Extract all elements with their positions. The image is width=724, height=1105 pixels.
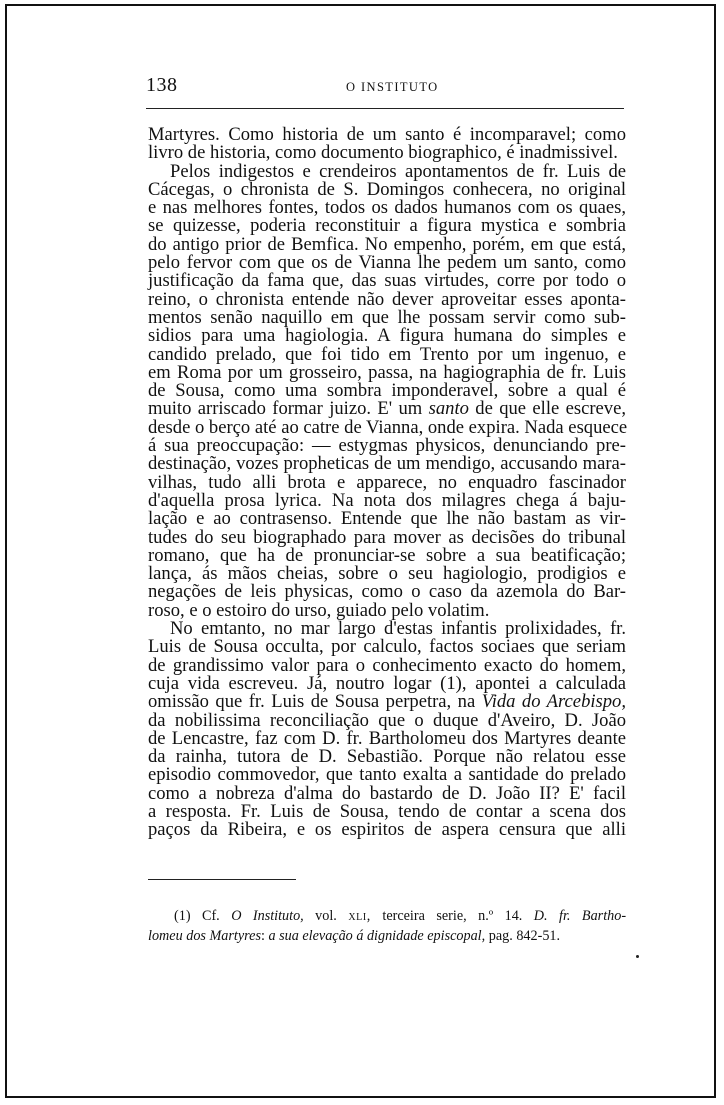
- text-line: como a nobreza d'alma do bastardo de D. João II? E' facil: [148, 782, 626, 804]
- text-line: de grandissimo valor para o conhecimento exacto do homem,: [148, 654, 626, 676]
- body-text: [148, 126, 626, 840]
- footnote-article-title: a sua elevação á dignidade episcopal,: [268, 928, 486, 944]
- text-line: paços da Ribeira, e os espiritos de aspera censura que alli: [148, 819, 626, 841]
- text-segment: muito arriscado formar juizo. E' um: [148, 398, 423, 420]
- footnote-author-end: lomeu dos Martyres: [148, 928, 261, 944]
- text-line: livro de historia, como documento biographico, é inadmissivel.: [148, 142, 618, 164]
- text-line: sidios para uma hagiologia. A figura humana do simples e: [148, 325, 626, 347]
- text-line: reino, o chronista entende não dever aproveitar esses aponta-: [148, 288, 626, 310]
- running-head: O INSTITUTO: [346, 80, 439, 94]
- print-speck: [636, 955, 639, 958]
- text-line-with-emphasis: [148, 400, 626, 418]
- text-line: vilhas, tudo alli brota e apparece, no enquadro fascinador: [148, 471, 626, 493]
- text-line: em Roma por um grosseiro, passa, na hagiographia de fr. Luis: [148, 361, 626, 383]
- footnote-citation: terceira serie, n.º 14.: [382, 908, 523, 924]
- text-line: episodio commovedor, que tanto exalta a santidade do prelado: [148, 764, 626, 786]
- emphasis-santo: santo: [428, 398, 469, 420]
- text-line: de Lencastre, faz com D. fr. Bartholomeu dos Martyres deante: [148, 727, 626, 749]
- text-line: Luis de Sousa occulta, por calculo, factos sociaes que seriam: [148, 636, 626, 658]
- footnote-journal: O Instituto,: [231, 908, 304, 924]
- text-line: romano, que ha de pronunciar-se sobre a sua beatificação;: [148, 544, 626, 566]
- text-line: pelo fervor com que os de Vianna lhe pedem um santo, como: [148, 252, 626, 274]
- text-line: e nas melhores fontes, todos os dados humanos com os quaes,: [148, 197, 626, 219]
- emphasis-vida-title: Vida do Arcebispo,: [481, 691, 627, 713]
- header-rule: [146, 108, 624, 109]
- text-line: se quizesse, poderia reconstituir a figura mystica e sombria: [148, 215, 626, 237]
- text-line-with-emphasis: [148, 693, 626, 711]
- text-line: do antigo prior de Bemfica. No empenho, porém, em que está,: [148, 233, 626, 255]
- text-line: candido prelado, que foi tido em Trento por um ingenuo, e: [148, 343, 626, 365]
- footnote-line: [148, 906, 626, 926]
- text-line: roso, e o estoiro do urso, guiado pelo volatim.: [148, 599, 490, 621]
- text-line: Pelos indigestos e crendeiros apontamentos de fr. Luis de: [170, 160, 626, 182]
- footnote-vol-number: xli,: [348, 908, 371, 924]
- text-line: negações de leis physicas, como o caso da azemola do Bar-: [148, 581, 626, 603]
- text-line: desde o berço até ao catre de Vianna, onde expira. Nada esquece: [148, 416, 628, 438]
- text-line: de Sousa, como uma sombra imponderavel, sobre a qual é: [148, 380, 626, 402]
- text-line: No emtanto, no mar largo d'estas infantis prolixidades, fr.: [170, 618, 626, 640]
- footnote-author-start: D. fr. Bartho-: [533, 908, 627, 924]
- text-line: á sua preoccupação: — estygmas physicos, denunciando pre-: [148, 435, 626, 457]
- footnote-marker: (1) Cf.: [174, 908, 220, 924]
- page-header: [146, 74, 624, 100]
- text-line: a resposta. Fr. Luis de Sousa, tendo de contar a scena dos: [148, 800, 626, 822]
- text-line: Martyres. Como historia de um santo é incomparavel; como: [148, 124, 626, 145]
- footnote-vol-label: vol.: [315, 908, 337, 924]
- text-line: lação e ao contrasenso. Entende que lhe não bastam as vir-: [148, 508, 626, 530]
- text-line: da nobilissima reconciliação que o duque d'Aveiro, D. João: [148, 709, 626, 731]
- text-segment: omissão que fr. Luis de Sousa perpetra, na: [148, 691, 476, 713]
- text-segment: de que elle escreve,: [475, 398, 626, 420]
- text-line: d'aquella prosa lyrica. Na nota dos milagres chega á baju-: [148, 489, 626, 511]
- text-line: mentos senão naquillo em que lhe possam servir como sub-: [148, 306, 626, 328]
- page-number: 138: [146, 74, 178, 96]
- text-line: tudes do seu biographado para mover as decisões do tribunal: [148, 526, 626, 548]
- text-line: destinação, vozes propheticas de um mendigo, accusando mara-: [148, 453, 626, 475]
- footnote-rule: [148, 879, 296, 880]
- text-line: Cácegas, o chronista de S. Domingos conhecera, no original: [148, 178, 626, 200]
- text-line: da rainha, tutora de D. Sebastião. Porque não relatou esse: [148, 746, 626, 768]
- text-line: lança, ás mãos cheias, sobre o seu hagiologio, prodigios e: [148, 563, 626, 585]
- footnote-line: [148, 926, 626, 946]
- text-line: justificação da fama que, das suas virtudes, corre por todo o: [148, 270, 626, 292]
- footnote: [148, 906, 626, 946]
- footnote-colon: :: [260, 928, 265, 944]
- footnote-pages: pag. 842-51.: [488, 928, 561, 944]
- text-line: cuja vida escreveu. Já, noutro logar (1), apontei a calculada: [148, 672, 626, 694]
